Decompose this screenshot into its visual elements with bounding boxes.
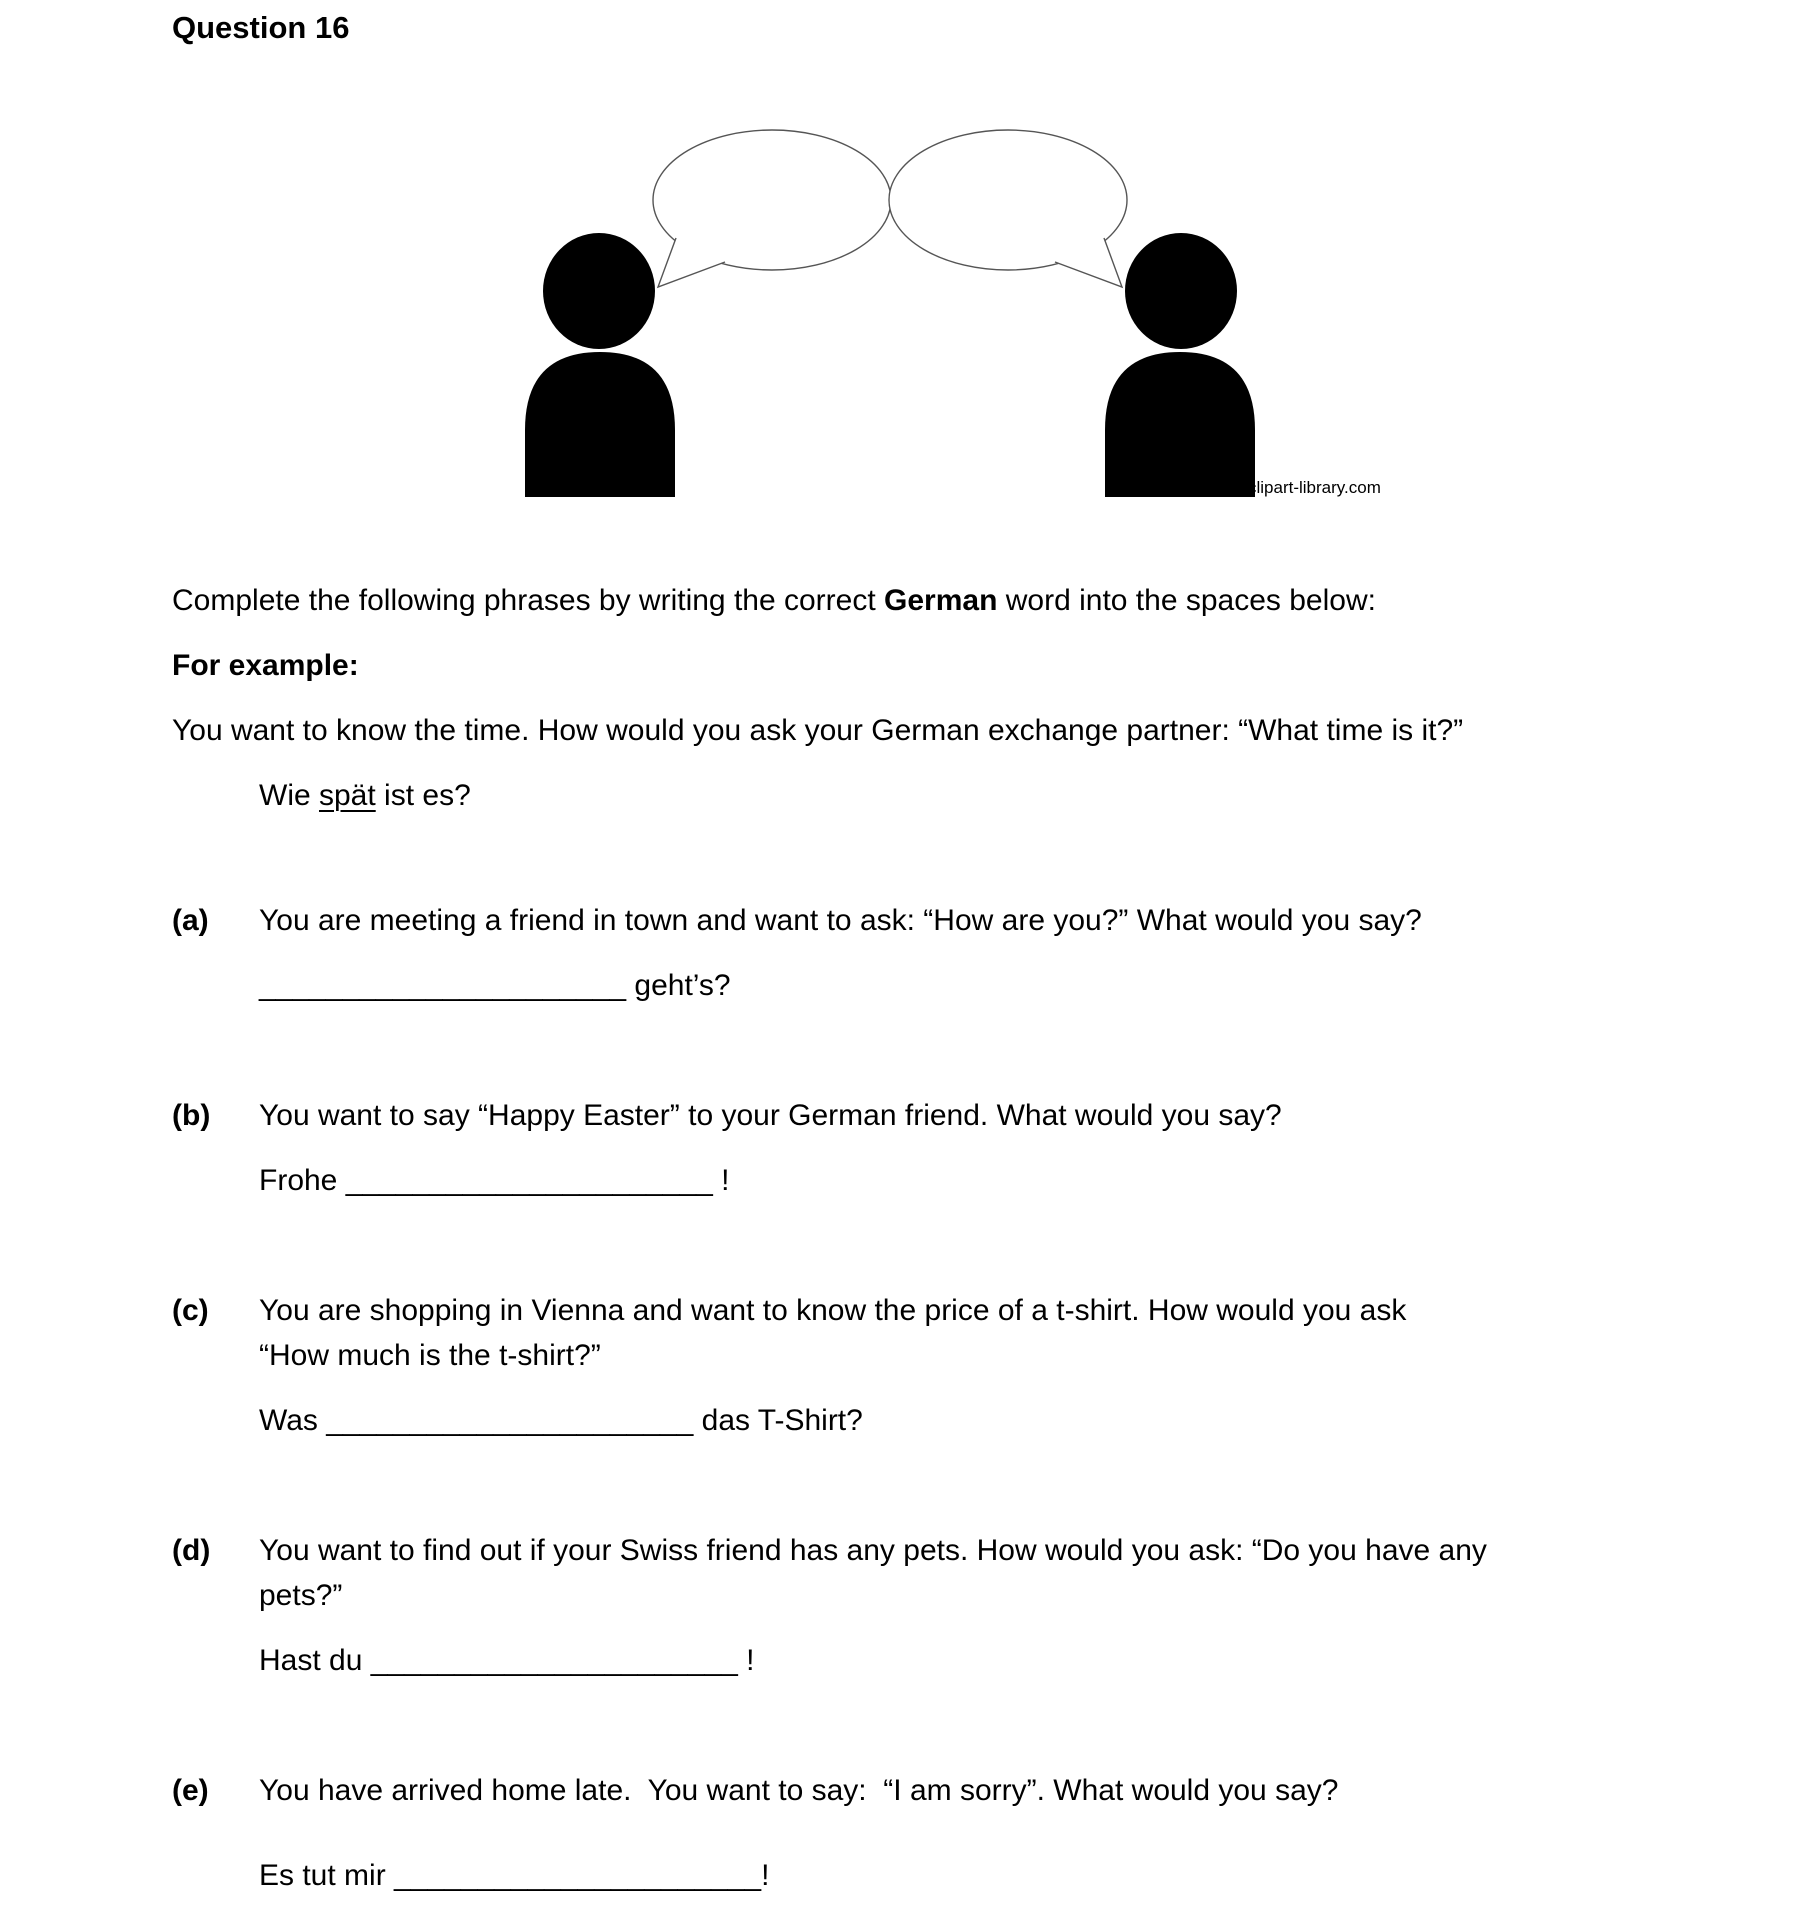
person-right-body [1105, 352, 1255, 497]
item-label-c: (c) [172, 1294, 209, 1327]
answer-suffix-d: ! [737, 1644, 755, 1677]
answer-blank-c[interactable]: ______________________ [326, 1404, 694, 1437]
question-item-e [172, 1768, 1668, 1898]
item-label-a: (a) [172, 904, 209, 937]
example-answer-pre: Wie [259, 779, 319, 812]
question-item-a [172, 898, 1668, 1008]
example-answer [259, 773, 1668, 818]
instructions-text-post: word into the spaces below: [997, 584, 1376, 617]
answer-suffix-e: ! [761, 1859, 770, 1892]
clipart-two-people-talking [525, 105, 1381, 497]
two-people-talking-icon [525, 105, 1265, 497]
example-scenario: You want to know the time. How would you ask your German exchange partner: “What time is it?” [172, 714, 1464, 747]
item-question-c-line2: “How much is the t-shirt?” [259, 1339, 601, 1372]
instructions-line [172, 578, 1668, 623]
example-answer-underlined-word: spät [319, 779, 376, 812]
item-answer-line-b [259, 1158, 1668, 1203]
person-left-body [525, 352, 675, 497]
page-title: Question 16 [172, 10, 350, 45]
item-question-d-line2: pets?” [259, 1579, 343, 1612]
instructions-text-bold: German [884, 584, 998, 617]
answer-blank-e[interactable]: ______________________ [394, 1859, 762, 1892]
item-label-b: (b) [172, 1099, 211, 1132]
item-answer-line-e [259, 1853, 1668, 1898]
item-label-d: (d) [172, 1534, 211, 1567]
clipart-caption: clipart-library.com [1248, 478, 1381, 497]
answer-suffix-b: ! [712, 1164, 730, 1197]
question-item-d [172, 1528, 1668, 1683]
answer-suffix-a: geht’s? [626, 969, 731, 1002]
item-question-c-line1: You are shopping in Vienna and want to know the price of a t-shirt. How would you ask [259, 1294, 1407, 1327]
answer-blank-d[interactable]: ______________________ [370, 1644, 738, 1677]
item-question-a: You are meeting a friend in town and want to ask: “How are you?” What would you say? [259, 904, 1422, 937]
person-left-head [543, 233, 655, 349]
example-heading: For example: [172, 649, 359, 682]
item-answer-line-c [259, 1398, 1668, 1443]
answer-prefix-b: Frohe [259, 1164, 346, 1197]
answer-prefix-d: Hast du [259, 1644, 371, 1677]
item-question-e: You have arrived home late. You want to say: “I am sorry”. What would you say? [259, 1774, 1339, 1807]
item-answer-line-d [259, 1638, 1668, 1683]
item-question-d-line1: You want to find out if your Swiss friend has any pets. How would you ask: “Do you have any [259, 1534, 1487, 1567]
item-question-b: You want to say “Happy Easter” to your German friend. What would you say? [259, 1099, 1282, 1132]
item-answer-line-a [259, 963, 1668, 1008]
answer-blank-b[interactable]: ______________________ [345, 1164, 713, 1197]
person-right-head [1125, 233, 1237, 349]
example-answer-post: ist es? [375, 779, 471, 812]
answer-prefix-e: Es tut mir [259, 1859, 395, 1892]
question-item-c [172, 1288, 1668, 1443]
answer-suffix-c: das T-Shirt? [693, 1404, 863, 1437]
instructions-text-pre: Complete the following phrases by writing the correct [172, 584, 885, 617]
answer-prefix-c: Was [259, 1404, 327, 1437]
answer-blank-a[interactable]: ______________________ [259, 969, 627, 1002]
item-label-e: (e) [172, 1774, 209, 1807]
question-item-b [172, 1093, 1668, 1203]
